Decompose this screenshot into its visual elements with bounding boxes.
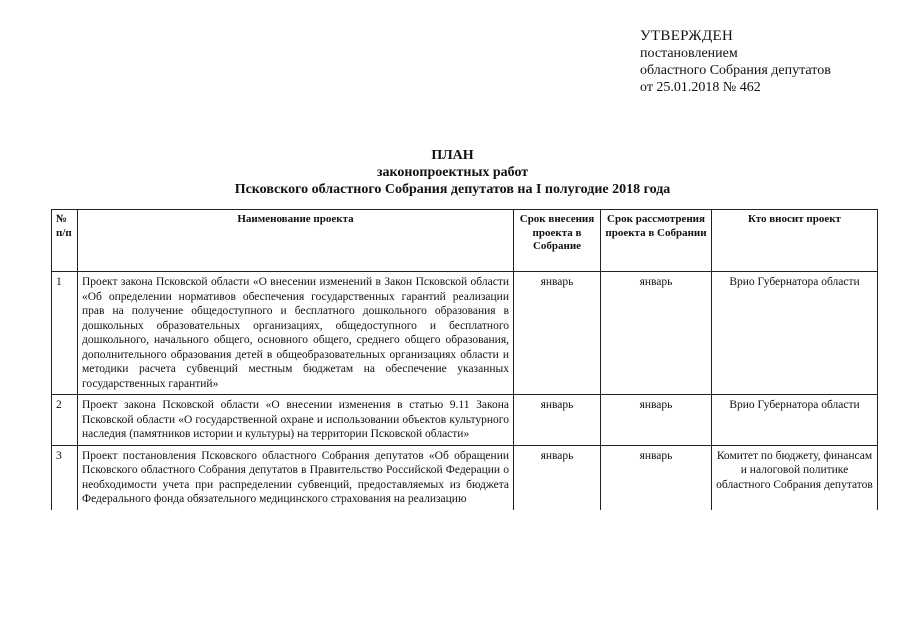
row-num: 2 xyxy=(52,395,78,446)
approval-line: постановлением xyxy=(640,46,738,61)
row-submit-term: январь xyxy=(514,272,601,395)
row-review-term: январь xyxy=(601,445,712,510)
approval-date: от 25.01.2018 № 462 xyxy=(640,80,761,95)
row-num: 1 xyxy=(52,272,78,395)
table-header-row xyxy=(52,210,878,272)
row-num: 3 xyxy=(52,445,78,510)
table-row xyxy=(52,272,878,395)
row-project-name: Проект закона Псковской области «О внесении изменений в Закон Псковской области «Об определении нормативов обеспечения государственных гарантий реализации прав на получение общедоступного и бесплатного дошкольного образования в дошкольных образовательных организациях, общедоступного и бесплатного дошкольного, начального общего, основного общего, среднего общего образования, дополнительного образования детей в общеобразовательных организациях области и методики расчета субвенций местным бюджетам на обеспечение указанных государственных гарантий» xyxy=(78,272,514,395)
table-row xyxy=(52,395,878,446)
document-title xyxy=(0,147,905,198)
title-scope: Псковского областного Собрания депутатов на I полугодие 2018 года xyxy=(234,182,671,197)
row-submit-term: январь xyxy=(514,395,601,446)
row-submitter: Комитет по бюджету, финансам и налоговой политике областного Собрания депутатов xyxy=(712,445,878,510)
title-main: ПЛАН xyxy=(431,148,474,163)
header-num: № п/п xyxy=(52,210,78,272)
title-subtitle: законопроектных работ xyxy=(376,165,529,180)
row-submitter: Врио Губернатора области xyxy=(712,395,878,446)
plan-table xyxy=(51,209,878,510)
header-submitter: Кто вносит проект xyxy=(712,210,878,272)
row-submitter: Врио Губернатора области xyxy=(712,272,878,395)
header-submit-term: Срок внесения проекта в Собрание xyxy=(514,210,601,272)
header-name: Наименование проекта xyxy=(78,210,514,272)
table-row xyxy=(52,445,878,510)
row-submit-term: январь xyxy=(514,445,601,510)
approval-stamp xyxy=(640,28,831,96)
row-project-name: Проект постановления Псковского областного Собрания депутатов «Об обращении Псковского областного Собрания депутатов в Правительство Российской Федерации о необходимости учета при распределении субвенций, предоставляемых из бюджета Федерального фонда обязательного медицинского страхования на реализацию xyxy=(78,445,514,510)
approval-heading: УТВЕРЖДЕН xyxy=(640,28,734,44)
row-project-name: Проект закона Псковской области «О внесении изменения в статью 9.11 Закона Псковской области «О государственной охране и использовании объектов культурного наследия (памятников истории и культуры) на территории Псковской области» xyxy=(78,395,514,446)
header-review-term: Срок рассмотрения проекта в Собрании xyxy=(601,210,712,272)
row-review-term: январь xyxy=(601,395,712,446)
row-review-term: январь xyxy=(601,272,712,395)
approval-line: областного Собрания депутатов xyxy=(640,63,831,78)
